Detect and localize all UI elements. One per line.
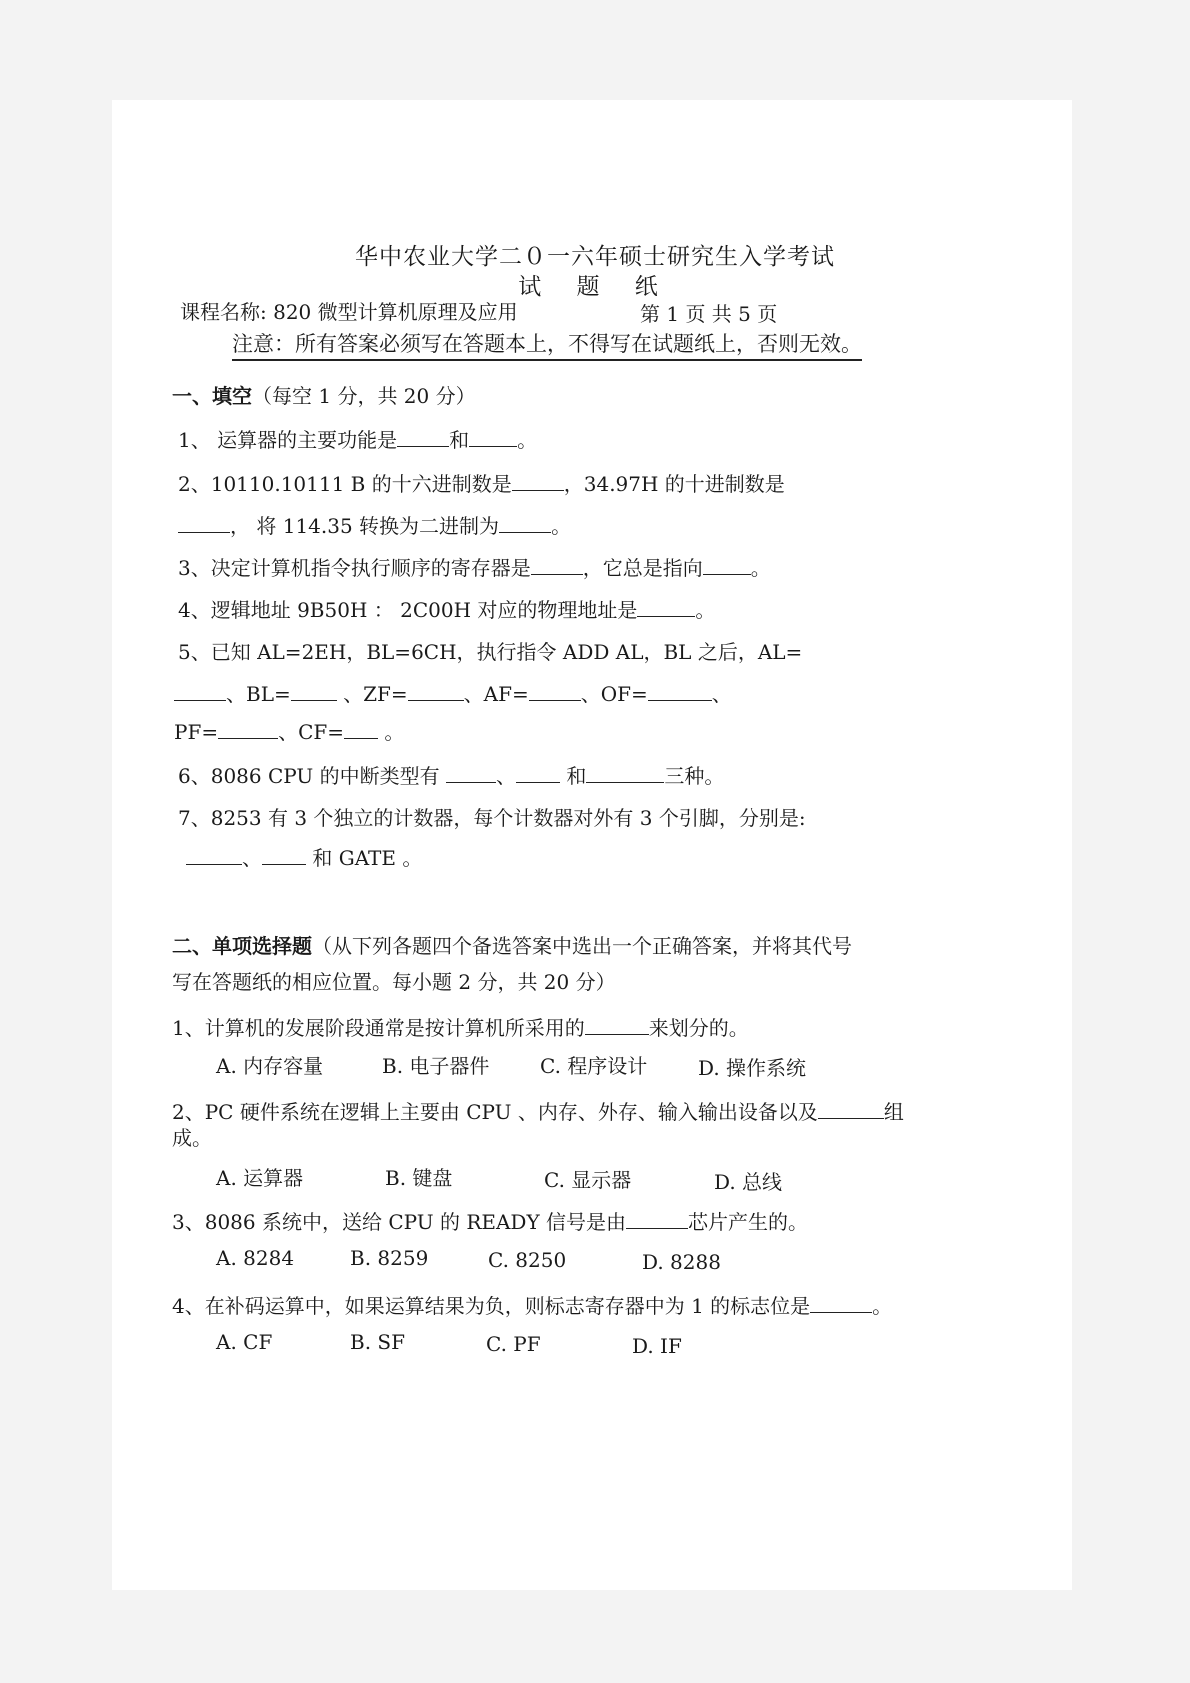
s1-q7-line1: 7、8253 有 3 个独立的计数器，每个计数器对外有 3 个引脚，分别是: bbox=[178, 806, 806, 830]
s1-q2-line2: ， 将 114.35 转换为二进制为 。 bbox=[178, 510, 571, 539]
answer-blank bbox=[291, 682, 337, 701]
s2-q2-option-d: D. 总线 bbox=[714, 1170, 783, 1194]
s1-q6: 6、8086 CPU 的中断类型有 、 和 三种。 bbox=[178, 764, 725, 788]
s1-q5-line2: 、BL= 、ZF= 、AF= 、OF= 、 bbox=[174, 678, 732, 707]
s2-q1-option-d: D. 操作系统 bbox=[698, 1056, 807, 1080]
answer-blank bbox=[529, 682, 581, 701]
course-line bbox=[180, 296, 518, 325]
section2-note-line2: 写在答题纸的相应位置。每小题 2 分，共 20 分） bbox=[172, 970, 616, 994]
answer-blank bbox=[178, 514, 230, 533]
answer-blank bbox=[408, 682, 464, 701]
s1-q4: 4、逻辑地址 9B50H ： 2C00H 对应的物理地址是 。 bbox=[178, 598, 716, 622]
course-name: 820 微型计算机原理及应用 bbox=[273, 300, 518, 324]
answer-blank bbox=[344, 720, 378, 739]
s1-q3: 3、决定计算机指令执行顺序的寄存器是 ，它总是指向 。 bbox=[178, 556, 771, 580]
answer-blank bbox=[186, 846, 242, 865]
answer-blank bbox=[262, 846, 306, 865]
answer-blank bbox=[818, 1100, 884, 1119]
s2-q2-line1: 2、PC 硬件系统在逻辑上主要由 CPU 、内存、外存、输入输出设备以及 组 bbox=[172, 1100, 904, 1124]
answer-blank bbox=[585, 1016, 649, 1035]
s2-q1: 1、计算机的发展阶段通常是按计算机所采用的 来划分的。 bbox=[172, 1016, 749, 1040]
answer-blank bbox=[469, 428, 517, 447]
s2-q3-option-d: D. 8288 bbox=[642, 1250, 721, 1274]
s1-q7-line2: 、 和 GATE 。 bbox=[186, 842, 422, 871]
answer-blank bbox=[512, 472, 564, 491]
s2-q2-option-c: C. 显示器 bbox=[544, 1168, 632, 1192]
s2-q2-option-a: A. 运算器 bbox=[216, 1166, 304, 1190]
section2-title: 二、单项选择题 bbox=[172, 934, 312, 958]
s2-q1-option-b: B. 电子器件 bbox=[382, 1054, 490, 1078]
s2-q2-option-b: B. 键盘 bbox=[385, 1166, 453, 1190]
section1-title: 一、填空 bbox=[172, 384, 252, 408]
course-label: 课程名称: bbox=[180, 300, 267, 324]
answer-blank bbox=[516, 764, 560, 783]
answer-blank bbox=[218, 720, 278, 739]
answer-blank bbox=[531, 556, 583, 575]
answer-blank bbox=[586, 764, 664, 783]
answer-blank bbox=[810, 1294, 872, 1313]
answer-blank bbox=[703, 556, 751, 575]
s1-q5-line1: 5、已知 AL=2EH，BL=6CH，执行指令 ADD AL，BL 之后，AL= bbox=[178, 640, 803, 664]
answer-blank bbox=[648, 682, 712, 701]
s2-q1-option-c: C. 程序设计 bbox=[540, 1054, 648, 1078]
s2-q3-option-c: C. 8250 bbox=[488, 1248, 567, 1272]
answer-blank bbox=[499, 514, 551, 533]
s2-q1-option-a: A. 内存容量 bbox=[216, 1054, 324, 1078]
s2-q3-option-b: B. 8259 bbox=[350, 1246, 429, 1270]
s2-q4: 4、在补码运算中，如果运算结果为负，则标志寄存器中为 1 的标志位是 。 bbox=[172, 1294, 893, 1318]
notice: 注意：所有答案必须写在答题本上，不得写在试题纸上，否则无效。 bbox=[232, 328, 862, 361]
s1-q2-line1: 2、10110.10111 B 的十六进制数是 ，34.97H 的十进制数是 bbox=[178, 472, 785, 496]
s2-q2-line2: 成。 bbox=[172, 1126, 212, 1150]
answer-blank bbox=[637, 598, 695, 617]
s2-q4-option-a: A. CF bbox=[216, 1330, 273, 1354]
exam-title: 华中农业大学二０一六年硕士研究生入学考试 bbox=[355, 244, 835, 270]
s2-q3: 3、8086 系统中，送给 CPU 的 READY 信号是由 芯片产生的。 bbox=[172, 1210, 809, 1234]
answer-blank bbox=[397, 428, 449, 447]
s1-q1: 1、 运算器的主要功能是 和 。 bbox=[178, 428, 538, 452]
section1-note: （每空 1 分，共 20 分） bbox=[252, 384, 476, 408]
answer-blank bbox=[174, 682, 226, 701]
section1-heading bbox=[172, 380, 476, 409]
section2-heading bbox=[172, 930, 852, 959]
s2-q4-option-c: C. PF bbox=[486, 1332, 541, 1356]
section2-note: （从下列各题四个备选答案中选出一个正确答案，并将其代号 bbox=[312, 934, 852, 958]
s2-q4-option-b: B. SF bbox=[350, 1330, 405, 1354]
answer-blank bbox=[626, 1210, 688, 1229]
page-info: 第 1 页 共 5 页 bbox=[640, 302, 778, 326]
exam-subtitle: 试 题 纸 bbox=[518, 274, 672, 300]
s2-q4-option-d: D. IF bbox=[632, 1334, 682, 1358]
s1-q5-line3: PF= 、CF= 。 bbox=[174, 720, 405, 744]
answer-blank bbox=[446, 764, 496, 783]
s2-q3-option-a: A. 8284 bbox=[216, 1246, 295, 1270]
